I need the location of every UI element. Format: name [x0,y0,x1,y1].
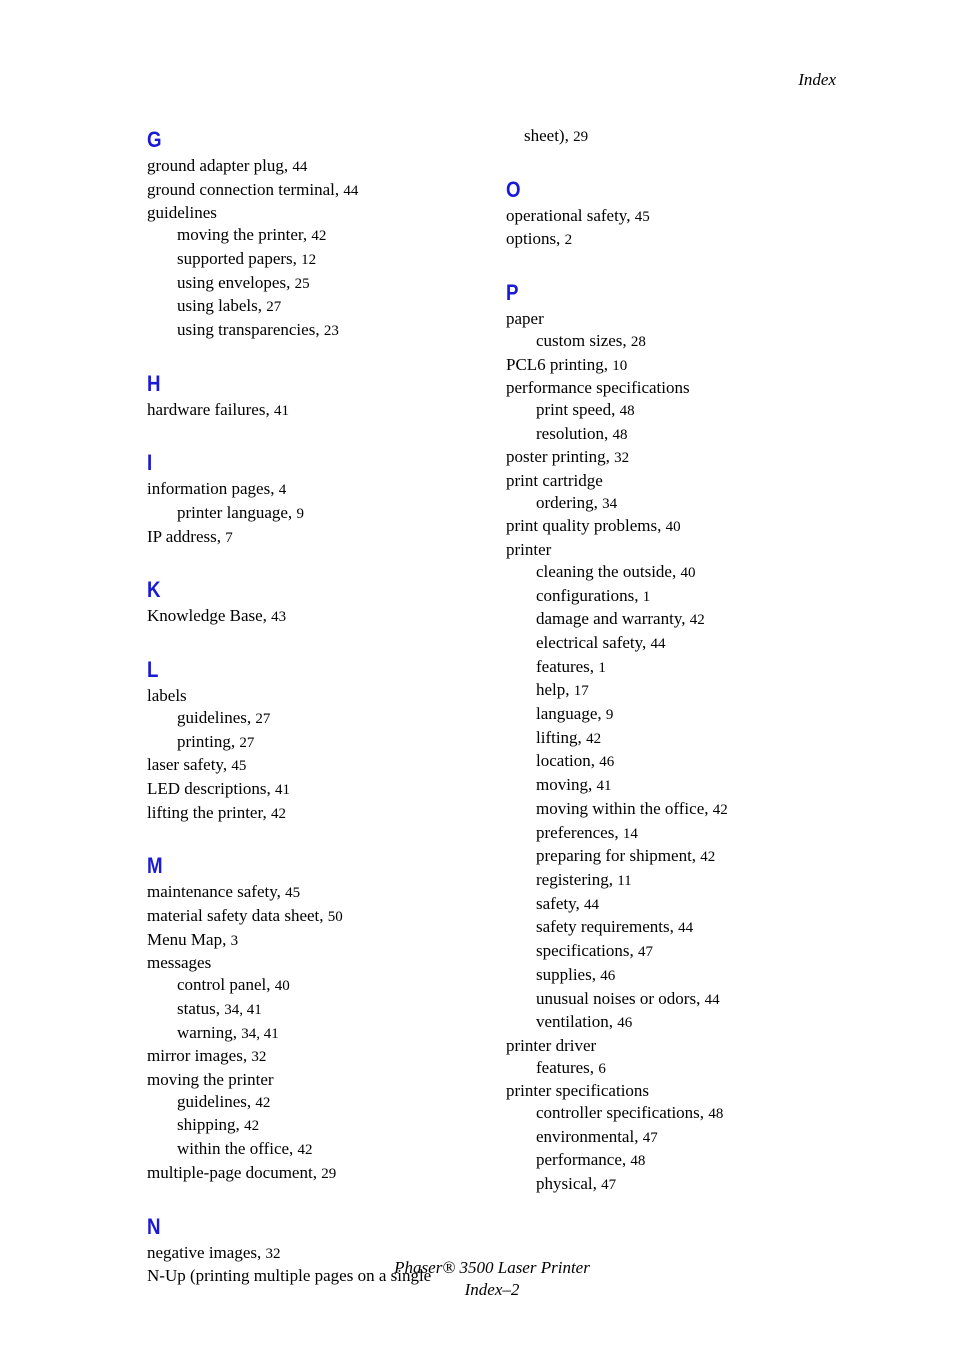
index-entry [147,952,487,974]
entry-term: ventilation, [536,1012,618,1032]
entry-page-number: 48 [708,1106,724,1123]
entry-page-number: 4 [278,482,287,499]
entry-page-number: 27 [239,734,255,751]
index-subentry [506,330,846,354]
entry-term: cleaning the outside, [536,561,681,581]
entry-term: help, [536,680,574,700]
running-header: Index [798,70,836,89]
entry-page-number: 1 [642,588,651,605]
entry-term: environmental, [536,1126,643,1146]
entry-term: messages [147,953,212,973]
index-entry [506,125,846,149]
index-subentry [506,492,846,516]
index-subentry [506,822,846,846]
entry-term: print quality problems, [506,516,666,536]
entry-page-number: 27 [266,299,282,316]
entry-page-number: 44 [343,182,359,199]
index-subentry [506,679,846,703]
entry-term: printer [506,540,552,560]
entry-page-number: 23 [323,322,339,339]
entry-term: print cartridge [506,471,603,491]
entry-term: resolution, [536,423,613,443]
entry-term: configurations, [536,585,643,605]
index-entry [506,446,846,470]
entry-term: features, [536,1057,599,1077]
entry-page-number: 10 [612,357,628,374]
entry-term: supported papers, [177,248,302,268]
entry-term: unusual noises or odors, [536,988,705,1008]
entry-page-number: 12 [301,251,317,268]
index-subentry [506,893,846,917]
entry-term: custom sizes, [536,330,631,350]
entry-term: using envelopes, [177,272,295,292]
index-subentry [506,1057,846,1081]
index-section [147,125,487,343]
entry-page-number: 3 [230,932,239,949]
entry-page-number: 17 [573,683,589,700]
index-subentry [506,656,846,680]
entry-page-number: 45 [231,758,247,775]
entry-term: performance specifications [506,378,690,398]
entry-term: N-Up (printing multiple pages on a single [147,1266,432,1286]
index-subentry [147,319,487,343]
footer-product-name: Phaser® 3500 Laser Printer [394,1258,590,1277]
entry-page-number: 6 [598,1060,606,1077]
entry-term: sheet), [524,126,574,145]
entry-term: ground adapter plug, [147,156,293,175]
index-subentry [506,1149,846,1173]
entry-term: guidelines [147,203,217,223]
index-subentry [147,1138,487,1162]
entry-term: performance, [536,1150,631,1170]
entry-page-number: 43 [271,609,287,626]
entry-term: IP address, [147,526,226,546]
index-subentry [147,707,487,731]
index-subentry [147,295,487,319]
entry-page-number: 44 [584,896,599,913]
entry-page-number: 46 [600,967,616,984]
entry-term: supplies, [536,964,601,984]
index-subentry [147,248,487,272]
section-letter: P [506,280,519,306]
entry-term: features, [536,656,599,676]
entry-term: guidelines, [177,1091,256,1111]
index-entry [147,605,487,629]
entry-term: print speed, [536,399,620,419]
index-subentry [506,1173,846,1197]
index-subentry [147,1091,487,1115]
entry-page-number: 14 [622,825,638,842]
entry-page-number: 48 [619,402,635,419]
section-letter: H [147,370,161,396]
entry-term: damage and warranty, [536,609,690,629]
index-subentry [506,988,846,1012]
index-column-right [506,125,846,1223]
entry-page-number: 44 [678,920,694,937]
entry-term: lifting the printer, [147,802,271,822]
entry-term: paper [506,309,544,329]
entry-page-number: 42 [586,730,602,747]
entry-term: registering, [536,869,618,889]
index-subentry [506,750,846,774]
index-entry [147,155,487,179]
index-subentry [506,916,846,940]
entry-page-number: 40 [680,564,696,581]
entry-page-number: 46 [599,754,615,771]
index-entry [147,202,487,224]
entry-page-number: 32 [251,1049,267,1066]
index-subentry [147,998,487,1022]
entry-term: printer language, [177,503,297,523]
entry-page-number: 47 [601,1177,617,1194]
index-entry [147,399,487,423]
entry-term: within the office, [177,1139,298,1159]
entry-term: lifting, [536,727,587,747]
entry-term: warning, [177,1022,242,1042]
entry-term: hardware failures, [147,399,274,419]
index-entry [147,802,487,826]
index-subentry [506,727,846,751]
entry-page-number: 44 [650,635,666,652]
entry-term: physical, [536,1174,602,1194]
entry-page-number: 50 [327,909,343,926]
entry-page-number: 9 [605,707,614,724]
index-subentry [147,272,487,296]
entry-page-number: 45 [285,885,301,902]
entry-page-number: 48 [630,1153,646,1170]
index-subentry [506,940,846,964]
entry-term: specifications, [536,941,638,961]
entry-page-number: 42 [255,1094,271,1111]
entry-term: mirror images, [147,1046,252,1066]
section-letter: O [506,176,521,202]
entry-term: location, [536,751,600,771]
entry-page-number: 29 [321,1165,337,1182]
entry-term: language, [536,704,606,724]
entry-page-number: 7 [225,529,233,546]
entry-page-number: 40 [274,978,290,995]
index-entry [147,478,487,502]
index-entry [506,377,846,399]
index-section [147,369,487,423]
entry-page-number: 41 [274,781,290,798]
entry-term: material safety data sheet, [147,906,328,926]
index-entry [506,515,846,539]
entry-term: laser safety, [147,755,232,775]
index-section [506,278,846,1197]
index-entry [147,754,487,778]
section-letter: N [147,1213,161,1239]
index-subentry [147,224,487,248]
entry-page-number: 34, 41 [241,1025,279,1042]
index-subentry [506,845,846,869]
index-entry [506,205,846,229]
entry-term: shipping, [177,1115,245,1135]
section-letter: M [147,853,163,879]
entry-term: moving within the office, [536,798,713,818]
index-subentry [506,964,846,988]
entry-page-number: 42 [244,1118,260,1135]
index-subentry [147,1022,487,1046]
entry-term: controller specifications, [536,1103,709,1123]
index-subentry [506,608,846,632]
index-subentry [506,1102,846,1126]
entry-page-number: 25 [294,275,310,292]
index-entry [147,526,487,550]
index-entry [506,1080,846,1102]
entry-term: negative images, [147,1242,266,1262]
entry-term: control panel, [177,975,275,995]
entry-page-number: 1 [598,659,606,676]
entry-term: preferences, [536,822,623,842]
entry-page-number: 42 [297,1142,313,1159]
footer-page-number: Index–2 [464,1280,520,1299]
index-section [147,575,487,629]
entry-term: printing, [177,731,240,751]
index-subentry [506,561,846,585]
entry-term: PCL6 printing, [506,354,613,374]
index-subentry [506,703,846,727]
entry-page-number: 11 [617,872,632,889]
entry-page-number: 32 [265,1245,281,1262]
index-subentry [147,731,487,755]
entry-term: Knowledge Base, [147,606,272,626]
page-footer [0,1257,954,1301]
index-column-left [147,125,487,1313]
index-entry [147,905,487,929]
index-subentry [147,502,487,526]
entry-term: safety, [536,893,584,913]
entry-page-number: 2 [564,232,573,249]
index-subentry [506,798,846,822]
entry-page-number: 29 [573,129,589,145]
entry-page-number: 47 [637,944,653,961]
entry-term: moving the printer [147,1069,274,1089]
entry-page-number: 42 [311,228,327,245]
index-subentry [506,585,846,609]
index-subentry [147,1114,487,1138]
entry-term: preparing for shipment, [536,846,701,866]
entry-term: safety requirements, [536,917,679,937]
section-letter: L [147,657,159,683]
index-entry [147,1162,487,1186]
index-section [147,448,487,549]
index-section [506,175,846,252]
section-letter: I [147,450,153,476]
entry-term: Menu Map, [147,929,231,949]
index-entry [506,354,846,378]
index-entry [506,539,846,561]
entry-term: ground connection terminal, [147,179,344,199]
index-section [506,125,846,149]
entry-term: multiple-page document, [147,1162,322,1182]
entry-page-number: 41 [273,402,289,419]
entry-page-number: 40 [665,519,681,536]
index-entry [506,1035,846,1057]
entry-term: operational safety, [506,205,635,225]
entry-page-number: 44 [292,159,308,175]
section-letter: G [147,127,162,152]
index-entry [506,308,846,330]
index-subentry [506,869,846,893]
entry-term: guidelines, [177,707,256,727]
entry-page-number: 47 [642,1129,658,1146]
index-subentry [506,1011,846,1035]
index-section [147,851,487,1185]
index-entry [147,685,487,707]
entry-page-number: 42 [270,805,286,822]
index-subentry [147,974,487,998]
entry-page-number: 45 [634,208,650,225]
section-letter: K [147,577,161,603]
index-entry [506,228,846,252]
entry-term: information pages, [147,479,279,499]
entry-page-number: 34, 41 [224,1001,262,1018]
index-entry [147,1069,487,1091]
entry-page-number: 42 [700,849,716,866]
entry-term: using labels, [177,296,267,316]
entry-page-number: 48 [612,426,628,443]
entry-term: status, [177,998,225,1018]
entry-page-number: 34 [602,495,618,512]
entry-page-number: 44 [704,991,720,1008]
index-subentry [506,423,846,447]
index-subentry [506,399,846,423]
index-subentry [506,774,846,798]
index-section [147,655,487,825]
entry-page-number: 42 [712,801,728,818]
entry-page-number: 46 [617,1015,633,1032]
entry-page-number: 9 [296,506,304,523]
entry-term: using transparencies, [177,319,324,339]
index-entry [147,881,487,905]
entry-term: options, [506,229,565,249]
entry-term: printer specifications [506,1081,650,1101]
entry-page-number: 42 [689,612,705,629]
entry-page-number: 27 [255,710,271,727]
index-entry [147,929,487,953]
entry-term: ordering, [536,492,603,512]
entry-term: LED descriptions, [147,778,275,798]
index-entry [147,778,487,802]
entry-term: moving, [536,775,597,795]
entry-page-number: 28 [630,333,646,350]
entry-term: poster printing, [506,447,615,467]
entry-term: maintenance safety, [147,882,286,902]
index-entry [147,179,487,203]
index-subentry [506,1126,846,1150]
entry-term: printer driver [506,1035,597,1055]
entry-term: moving the printer, [177,225,312,245]
entry-page-number: 32 [614,450,630,467]
index-entry [506,470,846,492]
entry-term: electrical safety, [536,632,651,652]
index-subentry [506,632,846,656]
index-entry [147,1045,487,1069]
entry-term: labels [147,686,187,706]
entry-page-number: 41 [596,778,612,795]
